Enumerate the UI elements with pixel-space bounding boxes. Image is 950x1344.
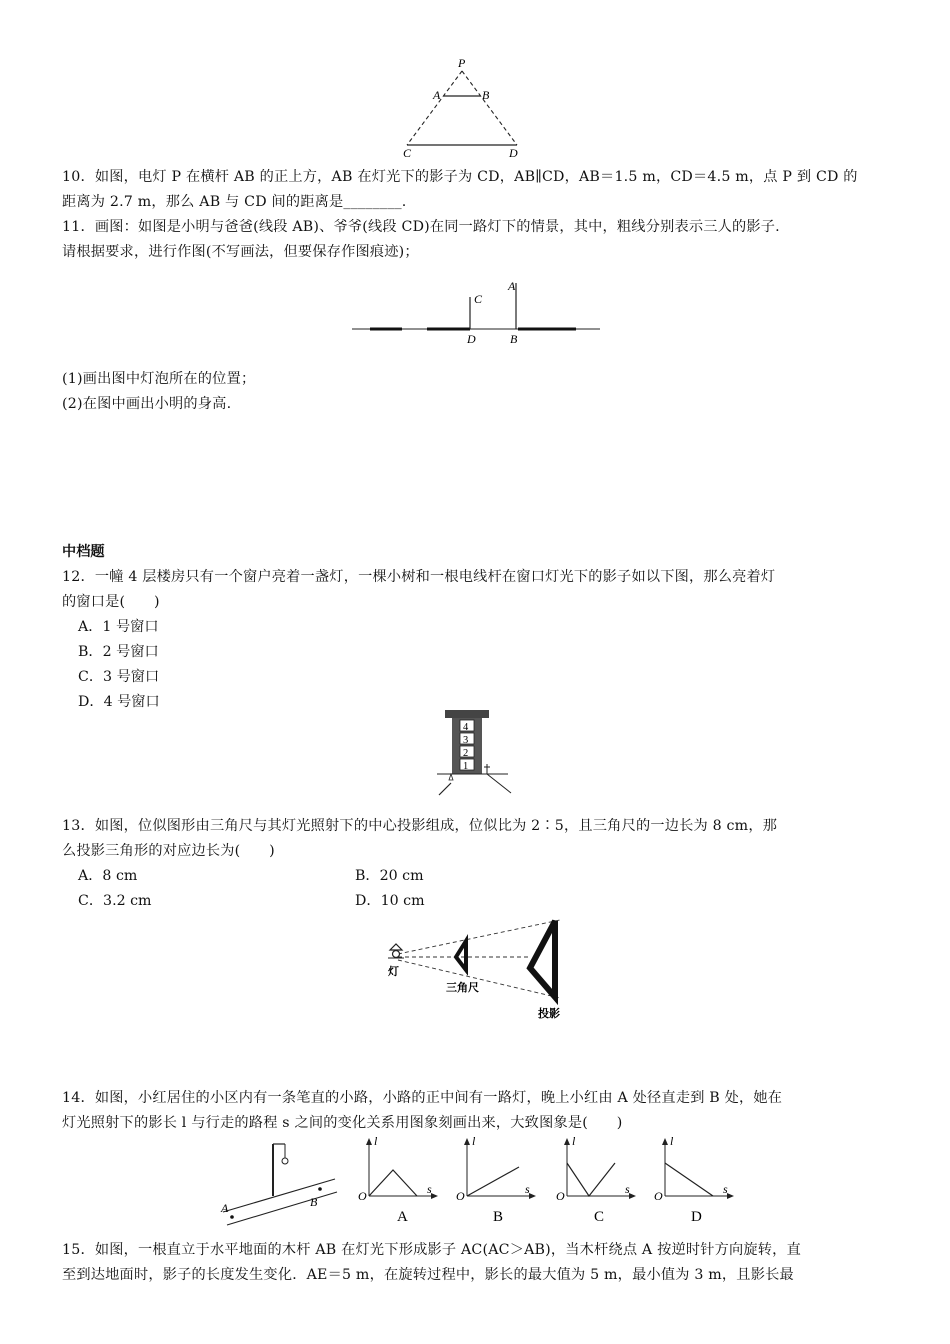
- q13-figure: [380, 910, 580, 1025]
- tree-shadow: [439, 783, 451, 795]
- lamp-icon: [388, 944, 404, 958]
- q12-option-a: A．1 号窗口: [78, 619, 159, 635]
- graph-curve: [567, 1163, 615, 1196]
- triangle-ruler: [456, 941, 466, 970]
- label-shadow: 投影: [538, 1007, 560, 1020]
- path-edge-bottom: [227, 1192, 337, 1225]
- label-a: A: [433, 88, 441, 102]
- label-origin: O: [456, 1189, 465, 1203]
- lamp-bulb-icon: [282, 1158, 288, 1164]
- q13-option-b: B．20 cm: [355, 868, 424, 884]
- label-origin: O: [358, 1189, 367, 1203]
- building-roof: [445, 710, 489, 718]
- q14-line2: 灯光照射下的影长 l 与行走的路程 s 之间的变化关系用图象刻画出来，大致图象是( ): [62, 1115, 623, 1131]
- label-d: D: [467, 332, 476, 346]
- q12-line2: 的窗口是( ): [62, 594, 160, 610]
- x-arrow-icon: [529, 1193, 536, 1199]
- q10-figure: [395, 55, 530, 160]
- window-number-2: 2: [463, 748, 469, 759]
- graph-curve: [665, 1163, 713, 1196]
- label-l: l: [670, 1134, 674, 1148]
- label-a: A: [221, 1201, 229, 1215]
- q15-line2: 至到达地面时，影子的长度发生变化．AE＝5 m，在旋转过程中，影长的最大值为 5 m，最小值为 3 m，且影长最: [62, 1267, 794, 1283]
- q13-line2: 么投影三角形的对应边长为( ): [62, 843, 275, 859]
- label-lamp: 灯: [388, 965, 399, 978]
- q13-option-c: C．3.2 cm: [78, 893, 152, 909]
- label-b: B: [482, 88, 490, 102]
- graph-a: [355, 1133, 445, 1228]
- label-l: l: [472, 1134, 476, 1148]
- window-number-4: 4: [463, 722, 469, 733]
- window-number-3: 3: [463, 735, 469, 746]
- label-origin: O: [654, 1189, 663, 1203]
- q14-scene: [215, 1138, 340, 1228]
- q11-figure: [350, 275, 605, 350]
- label-s: s: [427, 1182, 432, 1196]
- y-arrow-icon: [564, 1138, 570, 1145]
- triangle-shadow: [530, 921, 555, 997]
- x-arrow-icon: [431, 1193, 438, 1199]
- q11-sub2: (2)在图中画出小明的身高.: [62, 396, 232, 412]
- label-ruler: 三角尺: [446, 981, 479, 994]
- label-p: P: [458, 56, 466, 70]
- q12-option-c: C．3 号窗口: [78, 669, 160, 685]
- q14-line1: 14．如图，小红居住的小区内有一条笔直的小路，小路的正中间有一路灯，晚上小红由 A 处径直走到 B 处，她在: [62, 1090, 783, 1106]
- graph-name-b: B: [493, 1209, 504, 1225]
- graph-b: [453, 1133, 543, 1228]
- label-b: B: [310, 1195, 318, 1209]
- q12-figure: [425, 705, 520, 803]
- graph-curve: [369, 1170, 417, 1196]
- label-origin: O: [556, 1189, 565, 1203]
- label-s: s: [723, 1182, 728, 1196]
- label-s: s: [525, 1182, 530, 1196]
- graph-d: [651, 1133, 741, 1228]
- point-a: [230, 1215, 234, 1219]
- q13-line1: 13．如图，位似图形由三角尺与其灯光照射下的中心投影组成，位似比为 2∶5，且三角尺的一边长为 8 cm，那: [62, 818, 778, 834]
- label-a: A: [508, 279, 516, 293]
- x-arrow-icon: [629, 1193, 636, 1199]
- q12-option-d: D．4 号窗口: [78, 694, 160, 710]
- q13-option-a: A．8 cm: [78, 868, 138, 884]
- q10-line2: 距离为 2.7 m，那么 AB 与 CD 间的距离是________.: [62, 194, 407, 210]
- graph-name-d: D: [691, 1209, 702, 1225]
- q11-line2: 请根据要求，进行作图(不写画法，但要保存作图痕迹)；: [62, 244, 419, 260]
- window-number-1: 1: [463, 761, 469, 772]
- graph-name-a: A: [397, 1209, 408, 1225]
- label-d: D: [509, 146, 518, 160]
- label-c: C: [474, 292, 483, 306]
- ray-top: [398, 920, 560, 954]
- label-s: s: [625, 1182, 630, 1196]
- q12-option-b: B．2 号窗口: [78, 644, 159, 660]
- y-arrow-icon: [464, 1138, 470, 1145]
- y-arrow-icon: [366, 1138, 372, 1145]
- pb-dashed: [462, 71, 517, 145]
- q11-line1: 11．画图：如图是小明与爸爸(线段 AB)、爷爷(线段 CD)在同一路灯下的情景，其中，粗线分别表示三人的影子.: [62, 219, 780, 235]
- tree-icon: [449, 774, 453, 780]
- y-arrow-icon: [662, 1138, 668, 1145]
- x-arrow-icon: [727, 1193, 734, 1199]
- label-l: l: [374, 1134, 378, 1148]
- graph-name-c: C: [594, 1209, 605, 1225]
- graph-c: [553, 1133, 643, 1228]
- section-title: 中档题: [62, 544, 105, 560]
- q12-line1: 12．一幢 4 层楼房只有一个窗户亮着一盏灯，一棵小树和一根电线杆在窗口灯光下的影子如以下图，那么亮着灯: [62, 569, 776, 585]
- label-c: C: [403, 146, 412, 160]
- label-l: l: [572, 1134, 576, 1148]
- pole-shadow: [487, 774, 511, 793]
- path-edge-top: [223, 1179, 335, 1212]
- q10-line1: 10．如图，电灯 P 在横杆 AB 的正上方，AB 在灯光下的影子为 CD，AB∥CD，AB＝1.5 m，CD＝4.5 m，点 P 到 CD 的: [62, 169, 858, 185]
- q15-line1: 15．如图，一根直立于水平地面的木杆 AB 在灯光下形成影子 AC(AC＞AB)，当木杆绕点 A 按逆时针方向旋转，直: [62, 1242, 801, 1258]
- label-b: B: [510, 332, 518, 346]
- graph-curve: [467, 1167, 519, 1196]
- point-b: [318, 1187, 322, 1191]
- pa-dashed: [407, 71, 462, 145]
- q13-option-d: D．10 cm: [355, 893, 425, 909]
- q11-sub1: (1)画出图中灯泡所在的位置；: [62, 371, 256, 387]
